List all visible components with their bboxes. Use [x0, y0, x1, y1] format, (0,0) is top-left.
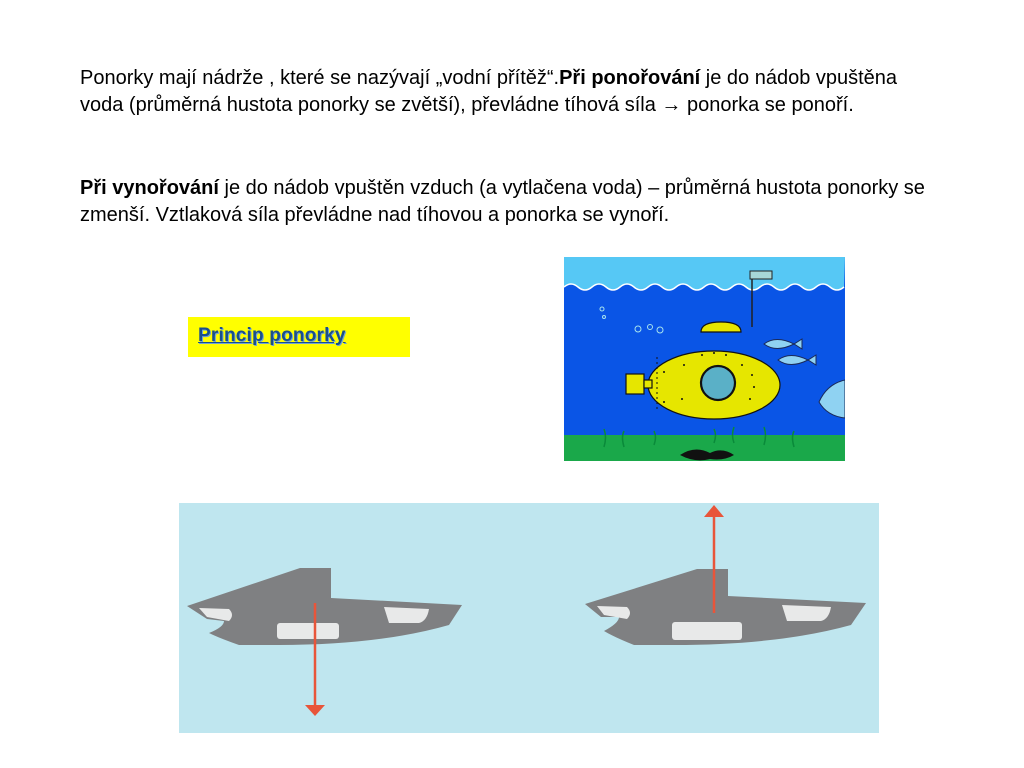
- bold-surfacing: Při vynořování: [80, 177, 219, 199]
- arrow-right-icon: →: [661, 94, 682, 116]
- text: ponorka se ponoří.: [681, 94, 854, 116]
- bold-diving: Při ponořování: [559, 67, 701, 89]
- link-box: [188, 317, 410, 357]
- paragraph-diving: [80, 65, 940, 119]
- density-diagram: [179, 503, 879, 733]
- sky: [564, 257, 845, 290]
- paragraph-surfacing: [80, 175, 940, 229]
- submarine-animation: [564, 257, 845, 461]
- principle-link[interactable]: Princip ponorky: [198, 325, 346, 346]
- text: je do nádob vpuštěn vzduch (a vytlačena voda) – průměrná hustota ponorky se zmenší. Vztlaková síla převládne nad tíhovou a ponorka se vynoří.: [80, 177, 925, 226]
- text: je do nádob vpuštěna voda (průměrná hustota ponorky se zvětší), převládne tíhová síla: [80, 67, 898, 116]
- text: Ponorky mají nádrže , které se nazývají „vodní přítěž“.: [80, 67, 560, 89]
